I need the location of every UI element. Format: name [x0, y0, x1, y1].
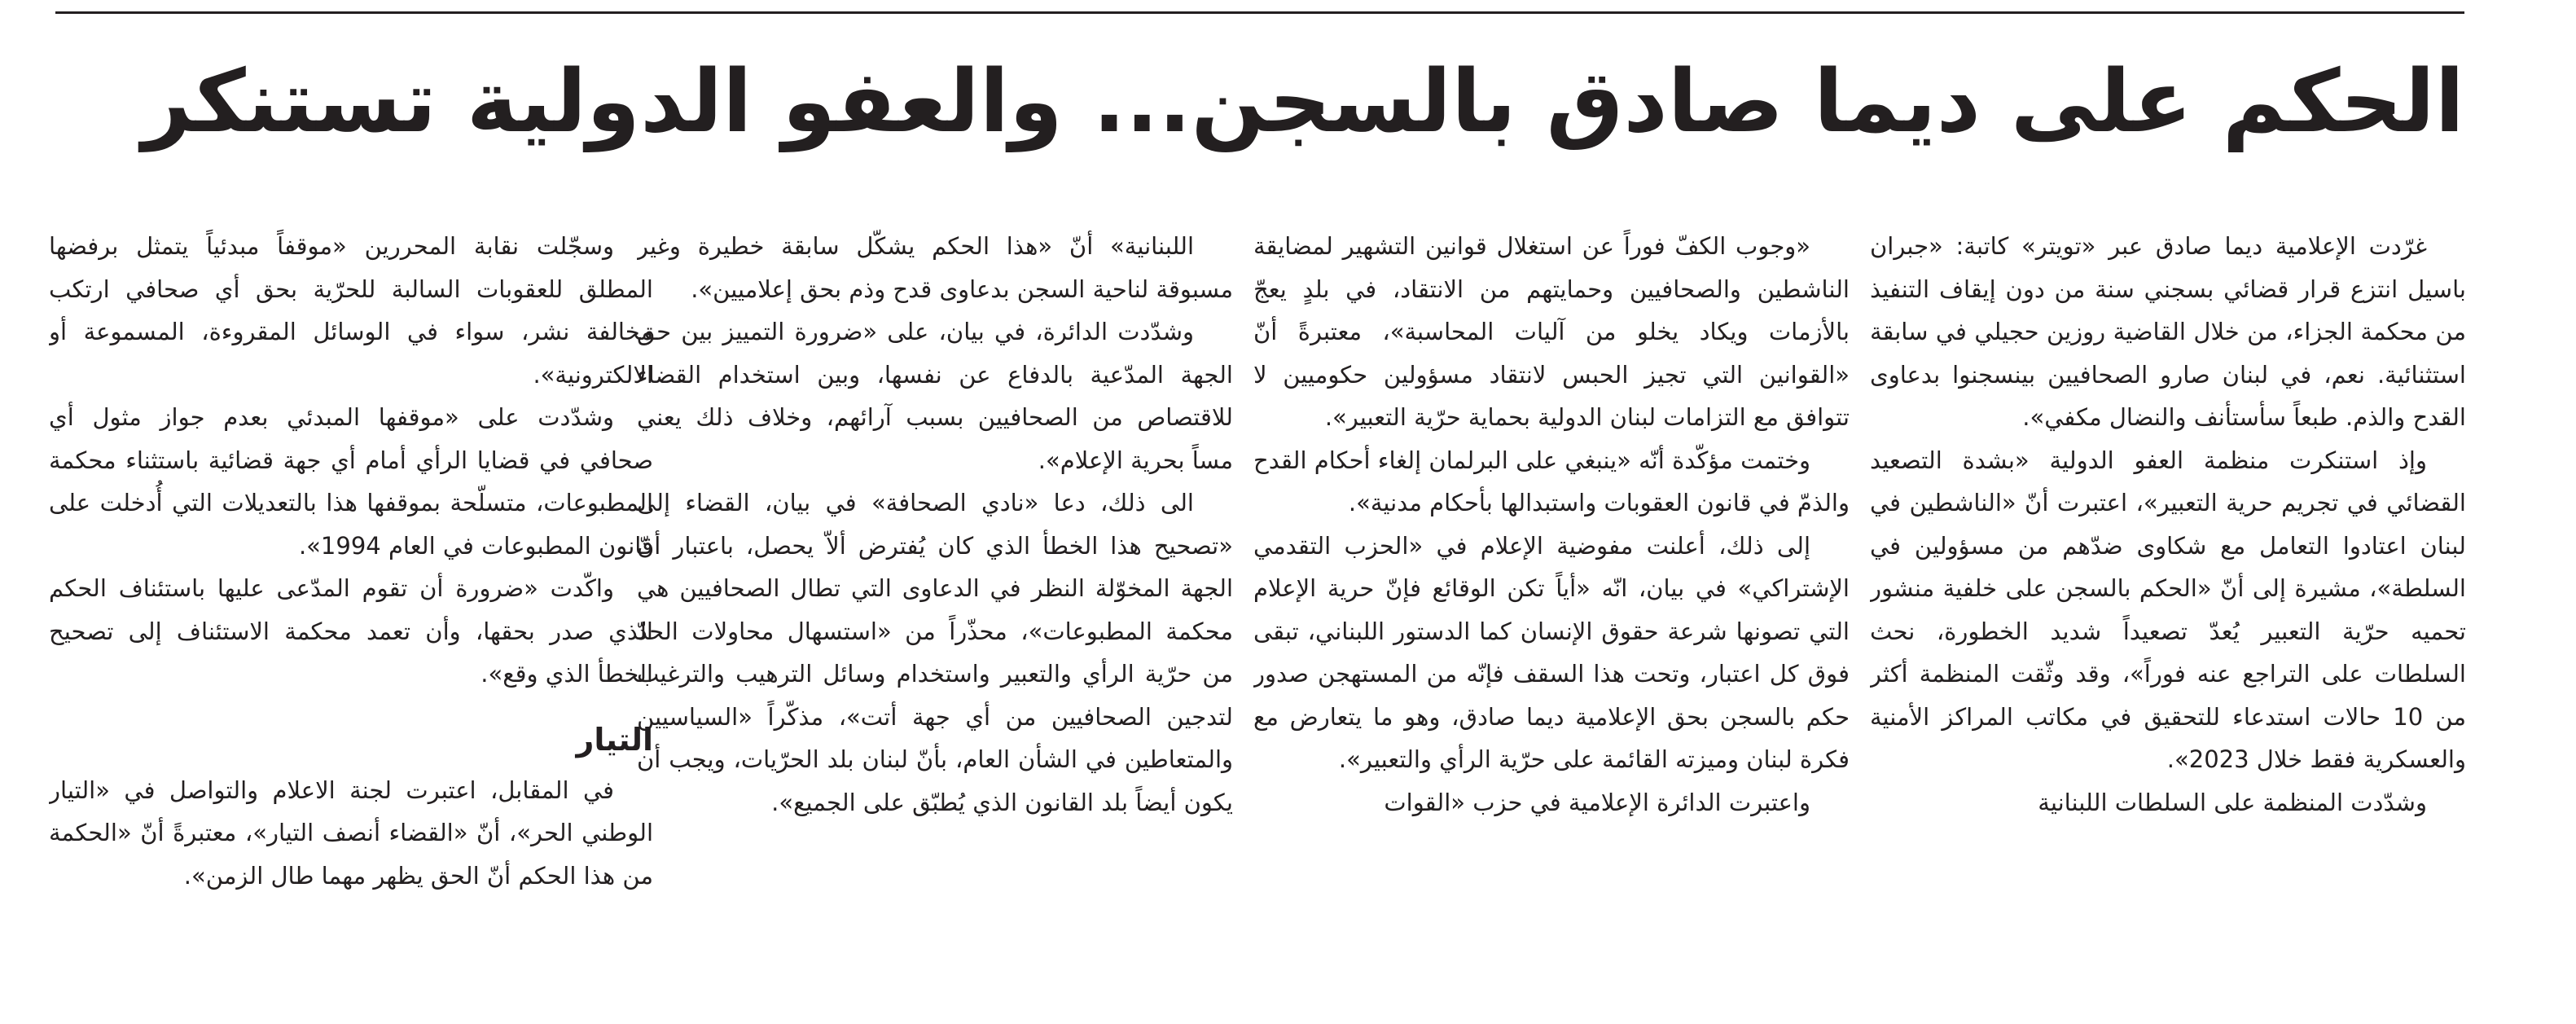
paragraph: وشدّدت المنظمة على السلطات اللبنانية: [2038, 788, 2427, 816]
top-rule: [55, 11, 2464, 14]
paragraph: إلى ذلك، أعلنت مفوضية الإعلام في «الحزب التقدمي الإشتراكي» في بيان، انّه «أياً تكن الوقائع فإنّ حرية الإعلام التي تصونها شرعة حقوق الإنسان كما الدستور اللبناني، تبقى فوق كل اعتبار، وتحت هذا السقف فإنّه من المستهجن صدور حكم بالسجن بحق الإعلامية ديما صادق، وهو ما يتعارض مع فكرة لبنان وميزته القائمة على حرّية الرأي والتعبير».: [1253, 531, 1850, 773]
paragraph: واكّدت «ضرورة أن تقوم المدّعى عليها باستئناف الحكم الذي صدر بحقها، وأن تعمد محكمة الاستئناف إلى تصحيح الخطأ الذي وقع».: [49, 574, 653, 688]
article-column-3: [637, 225, 1233, 1015]
paragraph: وختمت مؤكّدة أنّه «ينبغي على البرلمان إلغاء أحكام القدح والذمّ في قانون العقوبات واستبدالها بأحكام مدنية».: [1253, 446, 1850, 516]
paragraph: في المقابل، اعتبرت لجنة الاعلام والتواصل في «التيار الوطني الحر»، أنّ «القضاء أنصف التيار»، معتبرةً أنّ «الحكمة من هذا الحكم أنّ الحق يظهر مهما طال الزمن».: [49, 776, 653, 890]
paragraph: غرّدت الإعلامية ديما صادق عبر «تويتر» كاتبة: «جبران باسيل انتزع قرار قضائي بسجني سنة من دون إيقاف التنفيذ من محكمة الجزاء، من خلال القاضية روزين حجيلي في سابقة استثنائية. نعم، في لبنان صارو الصحافيين بينسجنوا بدعاوى القدح والذم. طبعاً سأستأنف والنضال مكفي».: [1870, 232, 2466, 431]
article-headline: الحكم على ديما صادق بالسجن... والعفو الدولية تستنكر: [142, 51, 2464, 152]
article-column-2: [1253, 225, 1850, 1015]
paragraph: وإذ استنكرت منظمة العفو الدولية «بشدة التصعيد القضائي في تجريم حرية التعبير»، اعتبرت أنّ «الناشطين في لبنان اعتادوا التعامل مع شكاوى ضدّهم من مسؤولين في السلطة»، مشيرة إلى أنّ «الحكم بالسجن على خلفية منشور تحميه حرّية التعبير يُعدّ تصعيداً شديد الخطورة، نحث السلطات على التراجع عنه فوراً»، وقد وثّقت المنظمة أكثر من 10 حالات استدعاء للتحقيق في مكاتب المراكز الأمنية والعسكرية فقط خلال 2023».: [1870, 446, 2466, 773]
paragraph: واعتبرت الدائرة الإعلامية في حزب «القوات: [1384, 788, 1810, 816]
paragraph: «وجوب الكفّ فوراً عن استغلال قوانين التشهير لمضايقة الناشطين والصحافيين وحمايتهم من الانتقاد، في بلدٍ يعجّ بالأزمات ويكاد يخلو من آليات المحاسبة»، معتبرةً أنّ «القوانين التي تجيز الحبس لانتقاد مسؤولين حكوميين لا تتوافق مع التزامات لبنان الدولية بحماية حرّية التعبير».: [1253, 232, 1850, 431]
article-column-1: [1870, 225, 2466, 1015]
article-column-4: [49, 225, 653, 1015]
section-subheading: التيار: [576, 721, 653, 758]
paragraph: وسجّلت نقابة المحررين «موقفاً مبدئياً يتمثل برفضها المطلق للعقوبات السالبة للحرّية بحق أي صحافي ارتكب مخالفة نشر، سواء في الوسائل المقروءة، المسموعة أو الالكترونية».: [49, 232, 653, 389]
paragraph: وشدّدت الدائرة، في بيان، على «ضرورة التمييز بين حق الجهة المدّعية بالدفاع عن نفسها، وبين استخدام القضاء للاقتصاص من الصحافيين بسبب آرائهم، وخلاف ذلك يعني مساً بحرية الإعلام».: [637, 318, 1233, 474]
paragraph: الى ذلك، دعا «نادي الصحافة» في بيان، القضاء إلى «تصحيح هذا الخطأ الذي كان يُفترض ألاّ يحصل، باعتبار أنّ الجهة المخوّلة النظر في الدعاوى التي تطال الصحافيين هي محكمة المطبوعات»، محذّراً من «استسهال محاولات الحدّ من حرّية الرأي والتعبير واستخدام وسائل الترهيب والترغيب لتدجين الصحافيين من أي جهة أتت»، مذكّراً «السياسيين والمتعاطين في الشأن العام، بأنّ لبنان بلد الحرّيات، ويجب أن يكون أيضاً بلد القانون الذي يُطبّق على الجميع».: [637, 489, 1233, 816]
paragraph: وشدّدت على «موقفها المبدئي بعدم جواز مثول أي صحافي في قضايا الرأي أمام أي جهة قضائية باستثناء محكمة المطبوعات، متسلّحة بموقفها هذا بالتعديلات التي أُدخلت على قانون المطبوعات في العام 1994».: [49, 403, 653, 560]
paragraph: اللبنانية» أنّ «هذا الحكم يشكّل سابقة خطيرة وغير مسبوقة لناحية السجن بدعاوى قدح وذم بحق إعلاميين».: [637, 232, 1233, 303]
